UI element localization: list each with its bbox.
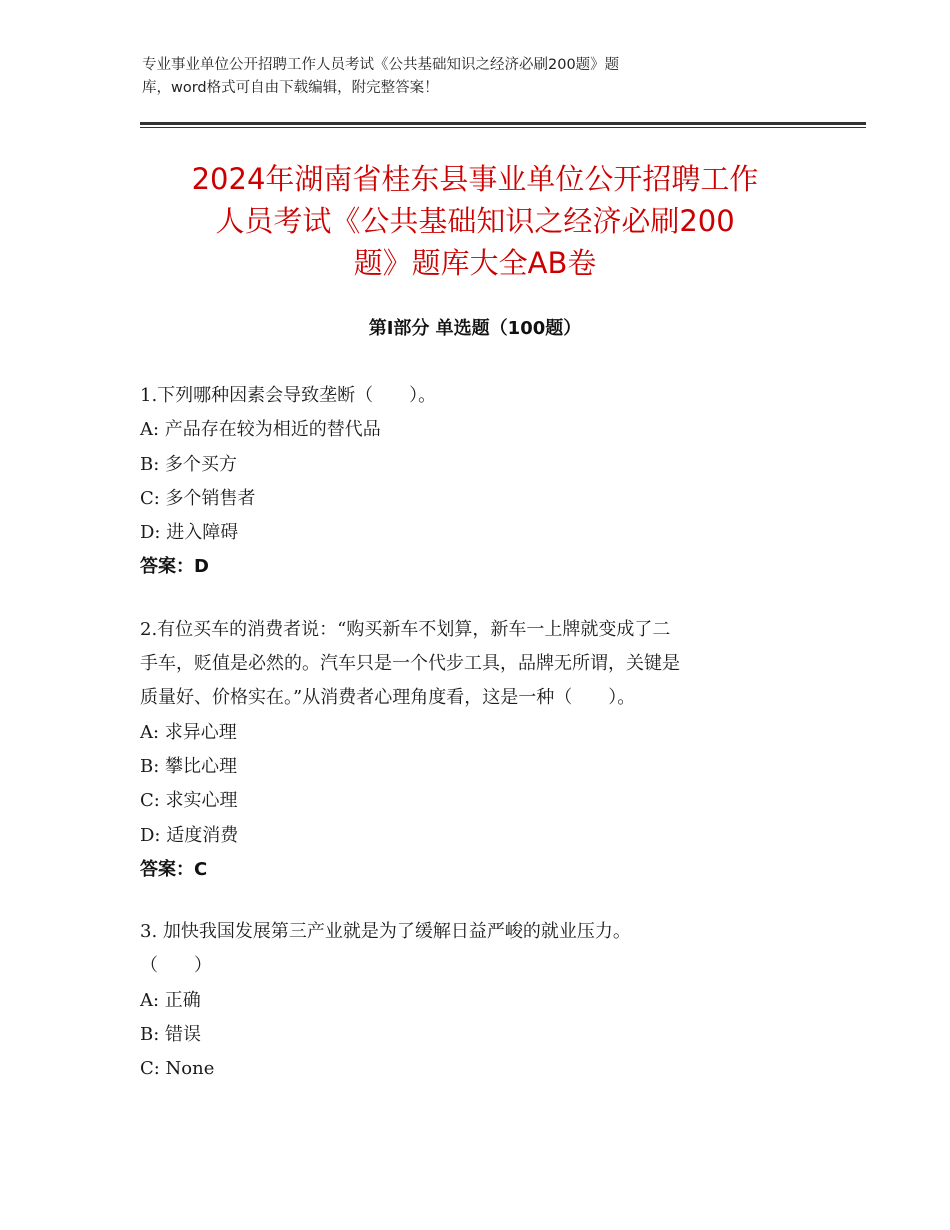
document-title (140, 158, 810, 284)
header-note-line: 库，word格式可自由下载编辑，附完整答案！ (142, 80, 439, 96)
header-divider-thin (140, 127, 866, 128)
title-line: 题》题库大全AB卷 (353, 246, 597, 280)
option-a: A: 产品存在较为相近的替代品 (140, 419, 381, 441)
option-d: D: 进入障碍 (140, 522, 239, 544)
header-divider-thick (140, 122, 866, 125)
question-stem: 2.有位买车的消费者说：“购买新车不划算，新车一上牌就变成了二 (140, 618, 671, 640)
option-a: A: 求异心理 (140, 721, 237, 743)
question-1 (140, 379, 810, 585)
question-3 (140, 915, 810, 1086)
header-note (142, 54, 782, 100)
question-stem: 质量好、价格实在。”从消费者心理角度看，这是一种（ ）。 (140, 687, 636, 709)
option-a: A: 正确 (140, 989, 201, 1011)
question-stem: （ ） (140, 955, 212, 977)
section-title: 第Ⅰ部分 单选题（100题） (368, 318, 582, 339)
answer-label: 答案：C (140, 858, 208, 880)
option-c: C: 多个销售者 (140, 487, 256, 509)
question-list (140, 379, 810, 1115)
title-line: 2024年湖南省桂东县事业单位公开招聘工作 (191, 162, 759, 196)
option-b: B: 多个买方 (140, 453, 238, 475)
option-b: B: 攀比心理 (140, 755, 238, 777)
option-b: B: 错误 (140, 1024, 202, 1046)
option-c: C: None (140, 1058, 215, 1080)
option-c: C: 求实心理 (140, 790, 238, 812)
question-stem: 1.下列哪种因素会导致垄断（ ）。 (140, 385, 437, 406)
option-d: D: 适度消费 (140, 824, 239, 846)
title-line: 人员考试《公共基础知识之经济必刷200 (215, 204, 735, 238)
question-2 (140, 613, 810, 887)
header-note-line: 专业事业单位公开招聘工作人员考试《公共基础知识之经济必刷200题》题 (142, 57, 620, 73)
question-stem: 3. 加快我国发展第三产业就是为了缓解日益严峻的就业压力。 (140, 921, 631, 943)
question-stem: 手车，贬值是必然的。汽车只是一个代步工具，品牌无所谓，关键是 (140, 653, 680, 675)
answer-label: 答案：D (140, 556, 209, 578)
